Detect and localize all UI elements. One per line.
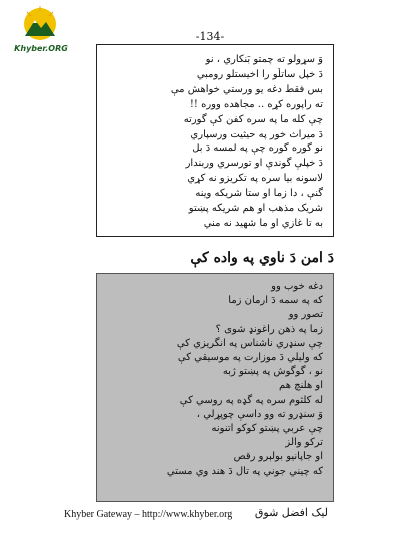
poem-line: لاسونه بيا سره په تکريزو نه کړي bbox=[187, 173, 323, 185]
section-line: او هلنچ هم bbox=[279, 380, 323, 392]
poem-line: شريک مذهب او هم شريکه پښتو bbox=[188, 203, 323, 215]
section-line: چې عربي پښتو کوکو اتنونه bbox=[211, 423, 323, 435]
poem-line: بس فقط دغه يو ورستي خواهش مې bbox=[170, 83, 323, 95]
footer-source-link[interactable]: Khyber Gateway – http://www.khyber.org bbox=[64, 509, 233, 520]
section-heading: دَ امن دَ ناوي په واده کې bbox=[190, 250, 334, 266]
section-line: نو ، گوگوش په پښتو ژبه bbox=[222, 366, 323, 378]
logo-brand-text: Khyber.ORG bbox=[14, 44, 68, 53]
poem-line: دَ ميراث خور په حيثيت ورسپاري bbox=[190, 128, 323, 140]
section-line: او جاپانيو بولېرو رقص bbox=[233, 451, 323, 463]
poem-line: نو گوره گوره چې په لمسه دَ بل bbox=[192, 143, 323, 155]
poem-line: ته راپوره کړه .. مجاهده ووره !! bbox=[189, 98, 323, 110]
section-line: که چيني جوني په تال دَ هند وي مستي bbox=[166, 465, 323, 477]
section-line: ترکو والز bbox=[285, 437, 323, 449]
section-line: وَ سنډرو ته وو داسې چوپړلي ، bbox=[196, 408, 323, 420]
poem-line: وَ سړولو ته چمتو بَنکاري ، نو bbox=[205, 54, 323, 65]
section-line: که وليلي دَ موزارت په موسيقي کې bbox=[177, 352, 323, 364]
poem-line: گنې ، دا زما او ستا شريکه وينه bbox=[195, 188, 323, 200]
section-line: له کلثوم سره په گډه په روسي کې bbox=[179, 394, 323, 406]
section-line: تصور وو bbox=[288, 309, 323, 321]
section-line: زما په ذهن راغونډ شوی ؟ bbox=[215, 323, 323, 335]
poem-line: دَ خپل ساتلُو را اخيستلو رومبي bbox=[196, 68, 323, 80]
section-line: که په سمه دَ ارمان زما bbox=[228, 295, 323, 307]
section-poem-box bbox=[96, 273, 334, 502]
section-line: چې سنډري ناشناس په انگريزي کې bbox=[176, 337, 323, 349]
poem-line: به تا غازي او ما شهيد نه مني bbox=[203, 217, 323, 229]
poem-line: دَ خپلې گوندې او تورسري وربندار bbox=[185, 158, 323, 170]
footer-author: ليک افضل شوق bbox=[254, 506, 328, 519]
page-number: -134- bbox=[195, 30, 225, 43]
poem-line: چې کله ما په سره کفن کې گورته bbox=[183, 113, 323, 125]
poem-box bbox=[96, 44, 334, 237]
section-line: دغه خوب وو bbox=[271, 281, 323, 292]
